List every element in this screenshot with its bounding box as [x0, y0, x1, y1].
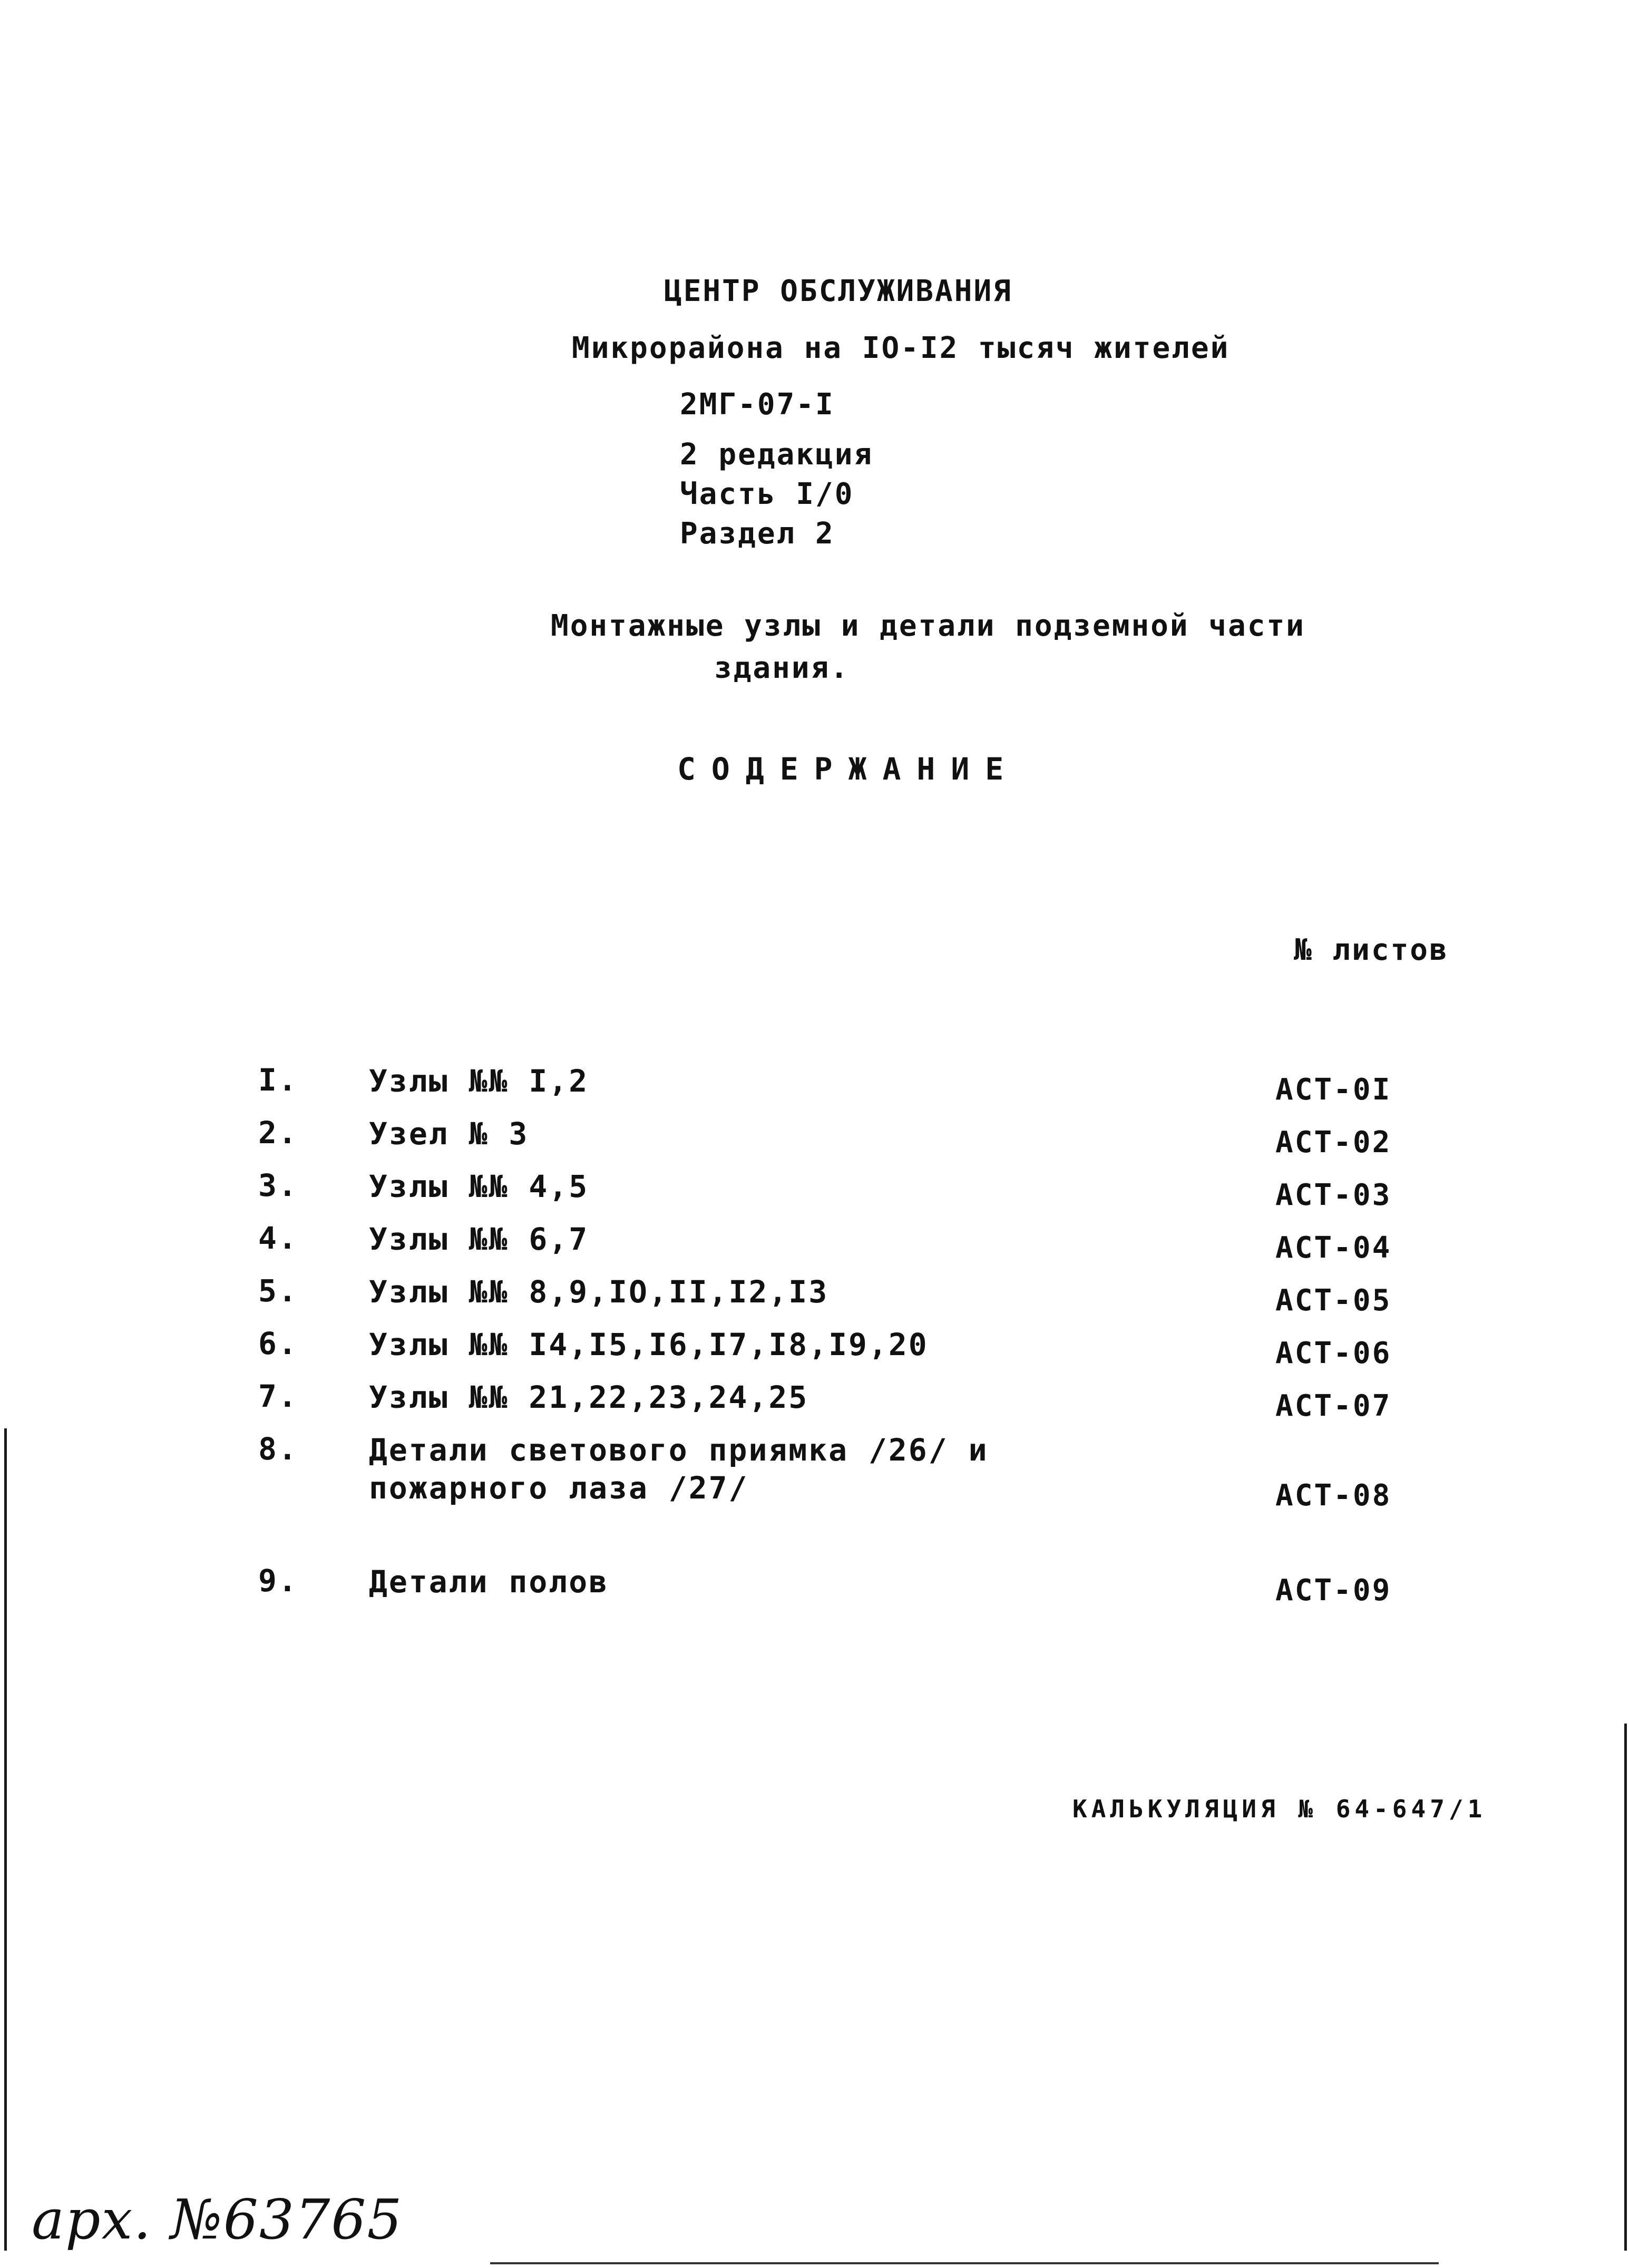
edition-label: 2 редакция: [680, 437, 874, 472]
toc-label: Узлы №№ 21,22,23,24,25: [369, 1379, 809, 1415]
toc-number: 8.: [258, 1431, 298, 1467]
section-label: Раздел 2: [680, 517, 835, 551]
toc-sheet-code: АСТ-03: [1275, 1178, 1392, 1212]
toc-number: 7.: [258, 1378, 298, 1414]
toc-number: 9.: [258, 1563, 298, 1599]
toc-label: Узлы №№ 4,5: [369, 1169, 589, 1204]
toc-number: 5.: [258, 1273, 298, 1309]
part-label: Часть I/0: [680, 477, 854, 511]
toc-number: 3.: [258, 1167, 298, 1203]
toc-label: Узел № 3: [369, 1116, 529, 1152]
toc-sheet-code: АСТ-08: [1275, 1478, 1392, 1513]
toc-label: Узлы №№ I,2: [369, 1063, 589, 1099]
toc-sheet-code: АСТ-05: [1275, 1283, 1392, 1318]
toc-number: I.: [258, 1062, 298, 1098]
toc-number: 4.: [258, 1220, 298, 1256]
sheets-column-header: № листов: [1294, 933, 1449, 967]
contents-heading: СОДЕРЖАНИЕ: [677, 751, 1020, 787]
bottom-rule: [490, 2262, 1439, 2264]
toc-label: Детали полов: [369, 1564, 609, 1600]
toc-sheet-code: АСТ-06: [1275, 1336, 1392, 1370]
document-code: 2МГ-07-I: [680, 387, 835, 422]
toc-label: Детали светового приямка /26/ и пожарного лаза /27/: [369, 1432, 989, 1506]
document-title: ЦЕНТР ОБСЛУЖИВАНИЯ: [664, 274, 1012, 308]
archive-number-handwritten: арх. №63765: [32, 2187, 403, 2252]
toc-sheet-code: АСТ-02: [1275, 1125, 1392, 1160]
document-subtitle: Микрорайона на IO-I2 тысяч жителей: [572, 331, 1230, 365]
toc-number: 6.: [258, 1326, 298, 1361]
description-line-1: Монтажные узлы и детали подземной части: [551, 609, 1305, 643]
toc-label: Узлы №№ I4,I5,I6,I7,I8,I9,20: [369, 1327, 929, 1362]
right-border-line: [1624, 1724, 1627, 2251]
toc-label: Узлы №№ 6,7: [369, 1221, 589, 1257]
toc-number: 2.: [258, 1115, 298, 1151]
toc-sheet-code: АСТ-09: [1275, 1573, 1392, 1608]
left-border-line: [4, 1428, 7, 2251]
description-line-2: здания.: [714, 651, 850, 685]
calculation-stamp: КАЛЬКУЛЯЦИЯ № 64-647/1: [1072, 1795, 1487, 1823]
toc-label: Узлы №№ 8,9,IO,II,I2,I3: [369, 1274, 829, 1310]
toc-sheet-code: АСТ-04: [1275, 1231, 1392, 1265]
toc-sheet-code: АСТ-0I: [1275, 1073, 1392, 1107]
toc-sheet-code: АСТ-07: [1275, 1389, 1392, 1423]
